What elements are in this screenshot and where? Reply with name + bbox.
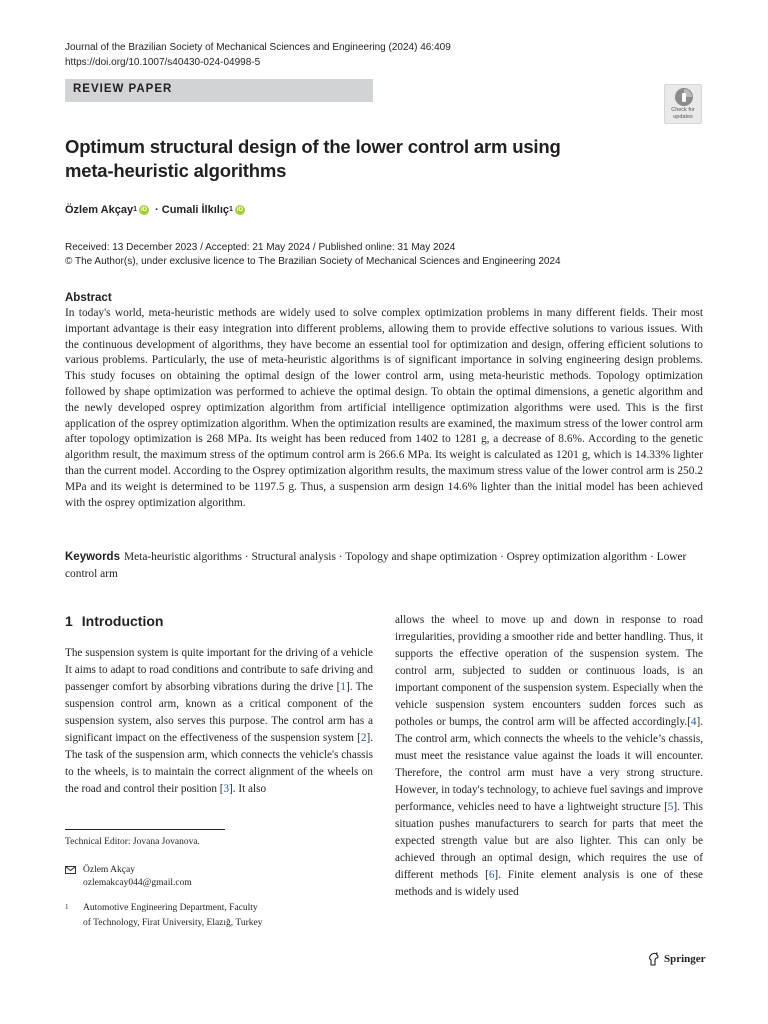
envelope-icon bbox=[65, 866, 76, 874]
intro-text: . The task of the suspension arm, which connects the vehicle's chassis to the wheels, is to maintain the correct alignment of the wheels on the road and control their position bbox=[65, 732, 373, 795]
author-list bbox=[65, 203, 248, 217]
citation-link[interactable]: 5 bbox=[667, 801, 674, 813]
copyright-notice: © The Author(s), under exclusive licence to The Brazilian Society of Mechanical Sciences and Engineering 2024 bbox=[65, 256, 561, 267]
author-name[interactable]: Özlem Akçay bbox=[65, 204, 134, 216]
crossmark-icon bbox=[674, 87, 694, 107]
intro-text: allows the wheel to move up and down in response to road irregularities, providing a smoother ride and better handling. Thus, it supports the effective operation of the suspension system. The control arm, subjected to sudden or continuous loads, is an important component of the suspension system. Especially when the vehicle suspension system encounters sudden forces such as potholes or bumps, the control arm will be affected accordingly. bbox=[395, 614, 703, 728]
intro-text: . This situation pushes manufacturers to search for parts that meet the expected strength value but are also lighter. This can only be achieved through an optimal design, which requires the use of different methods bbox=[395, 801, 703, 881]
keywords bbox=[65, 549, 703, 583]
publication-dates: Received: 13 December 2023 / Accepted: 21 May 2024 / Published online: 31 May 2024 bbox=[65, 242, 456, 253]
intro-text: The suspension system is quite important for the driving of a vehicle It aims to adapt to road conditions and contribute to safe driving and passenger comfort by absorbing vibrations during the drive bbox=[65, 647, 373, 693]
title-line-1: Optimum structural design of the lower control arm using bbox=[65, 136, 561, 157]
crossmark-label-1: Check for bbox=[671, 107, 695, 113]
intro-text: . Finite element analysis is one of these methods and is widely used bbox=[395, 869, 703, 898]
contact-name: Özlem Akçay bbox=[83, 865, 135, 875]
crossmark-badge[interactable] bbox=[664, 84, 702, 124]
publisher-name: Springer bbox=[664, 953, 706, 965]
doi-link[interactable]: https://doi.org/10.1007/s40430-024-04998-5 bbox=[65, 57, 261, 68]
affiliation-line-1: Automotive Engineering Department, Faculty bbox=[83, 903, 258, 913]
footnote-divider bbox=[65, 829, 225, 830]
citation-link[interactable]: 4 bbox=[690, 716, 697, 728]
abstract-heading: Abstract bbox=[65, 292, 112, 304]
author-name[interactable]: Cumali İlkılıç bbox=[161, 204, 230, 216]
orcid-icon[interactable]: iD bbox=[140, 207, 147, 213]
intro-text: . The suspension control arm, known as a critical component of the suspension system, also serves this purpose. The control arm has a significant impact on the effectiveness of the suspension system bbox=[65, 681, 373, 744]
intro-right-column: allows the wheel to move up and down in response to road irregularities, providing a smoother ride and better handling. Thus, it supports the effective operation of the suspension system. The control arm, subjected to sudden or continuous loads, is an important component of the suspension system. Especially when the vehicle suspension system encounters sudden forces such as potholes or bumps, the control arm will be affected accordingly.[4]. The control arm, which connects the wheels to the vehicle’s chassis, must meet the resistance value against the loads it will encounter. Therefore, the control arm must have a very strong structure. However, in today's technology, to achieve fuel savings and improve performance, vehicles need to have a lightweight structure [5]. This situation pushes manufacturers to search for parts that meet the expected strength value but are also lighter. This can only be achieved through an optimal design, which requires the use of different methods [6]. Finite element analysis is one of these methods and is widely used bbox=[395, 614, 703, 898]
section-heading bbox=[65, 612, 163, 630]
title-line-2: meta-heuristic algorithms bbox=[65, 160, 287, 181]
journal-citation: Journal of the Brazilian Society of Mechanical Sciences and Engineering (2024) 46:409 bbox=[65, 42, 451, 53]
intro-text: . It also bbox=[232, 783, 267, 795]
article-type-banner bbox=[65, 79, 373, 102]
section-number: 1 bbox=[65, 613, 73, 629]
author-affil-mark: 1 bbox=[229, 206, 233, 213]
article-title bbox=[65, 135, 625, 183]
orcid-icon[interactable]: iD bbox=[236, 207, 243, 213]
affiliation-line-2: of Technology, Firat University, Elazığ, Turkey bbox=[83, 917, 263, 928]
intro-left-column: The suspension system is quite important for the driving of a vehicle It aims to adapt to road conditions and contribute to safe driving and passenger comfort by absorbing vibrations during the drive [1]. The suspension control arm, known as a critical component of the suspension system, also serves this purpose. The control arm has a significant impact on the effectiveness of the suspension system [2]. The task of the suspension arm, which connects the vehicle's chassis to the wheels, is to maintain the correct alignment of the wheels on the road and control their position [3]. It also bbox=[65, 647, 373, 795]
springer-horse-icon bbox=[648, 952, 660, 966]
author-affil-mark: 1 bbox=[133, 206, 137, 213]
contact-email[interactable]: ozlemakcay044@gmail.com bbox=[83, 878, 192, 888]
publisher-logo bbox=[648, 952, 706, 966]
citation-link[interactable]: 1 bbox=[340, 681, 346, 693]
citation-link[interactable]: 6 bbox=[488, 869, 495, 881]
crossmark-label-2: updates bbox=[673, 113, 693, 120]
author-separator: · bbox=[151, 204, 162, 216]
keywords-text: Meta-heuristic algorithms · Structural analysis · Topology and shape optimization · Osprey optimization algorithm · Lower control arm bbox=[65, 551, 687, 580]
abstract-text: In today's world, meta-heuristic methods are widely used to solve complex optimization problems in many different fields. Their most important advantage is their easy integration into different problems, allowing them to provide effective solutions to various issues. With the continuous development of algorithms, they have become an essential tool for optimization and design, offering efficient solutions to various problems. Particularly, the use of meta-heuristic algorithms is of significant importance in solving engineering design problems. This study focuses on obtaining the optimal design of the lower control arm, using meta-heuristic methods. Topology optimization followed by shape optimization was performed to achieve the optimal design. To obtain the optimal dimensions, a genetic algorithm and the newly developed osprey optimization algorithm from artificial intelligence optimization algorithms were used. This is the first application of the osprey optimization algorithm. When the optimization results are examined, the maximum stress of the lower control arm after topology optimization is 268 MPa. Its weight has been reduced from 1402 to 1281 g, a decrease of 8.6%. According to the genetic algorithm result, the maximum stress of the optimum control arm is 266.6 MPa. Its weight is calculated as 1201 g, which is 14.33% lighter than the current model. According to the Osprey optimization algorithm results, the maximum stress value of the lower control arm is 250.2 MPa and its weight is determined to be 1197.5 g. Thus, a suspension arm design 14.6% lighter than the initial model has been achieved with the osprey optimization algorithm. bbox=[65, 307, 703, 509]
citation-link[interactable]: 2 bbox=[360, 732, 367, 744]
article-type-label: REVIEW PAPER bbox=[73, 83, 173, 95]
citation-link[interactable]: 3 bbox=[223, 783, 230, 795]
intro-text: . The control arm, which connects the wheels to the vehicle’s chassis, must meet the resistance value against the loads it will encounter. Therefore, the control arm must have a very strong structure. However, in today's technology, to achieve fuel savings and improve performance, vehicles need to have a lightweight structure bbox=[395, 716, 703, 813]
affiliation-mark: 1 bbox=[65, 903, 69, 911]
section-title: Introduction bbox=[81, 613, 164, 629]
keywords-label: Keywords bbox=[65, 551, 120, 563]
technical-editor-note: Technical Editor: Jovana Jovanova. bbox=[65, 837, 200, 847]
